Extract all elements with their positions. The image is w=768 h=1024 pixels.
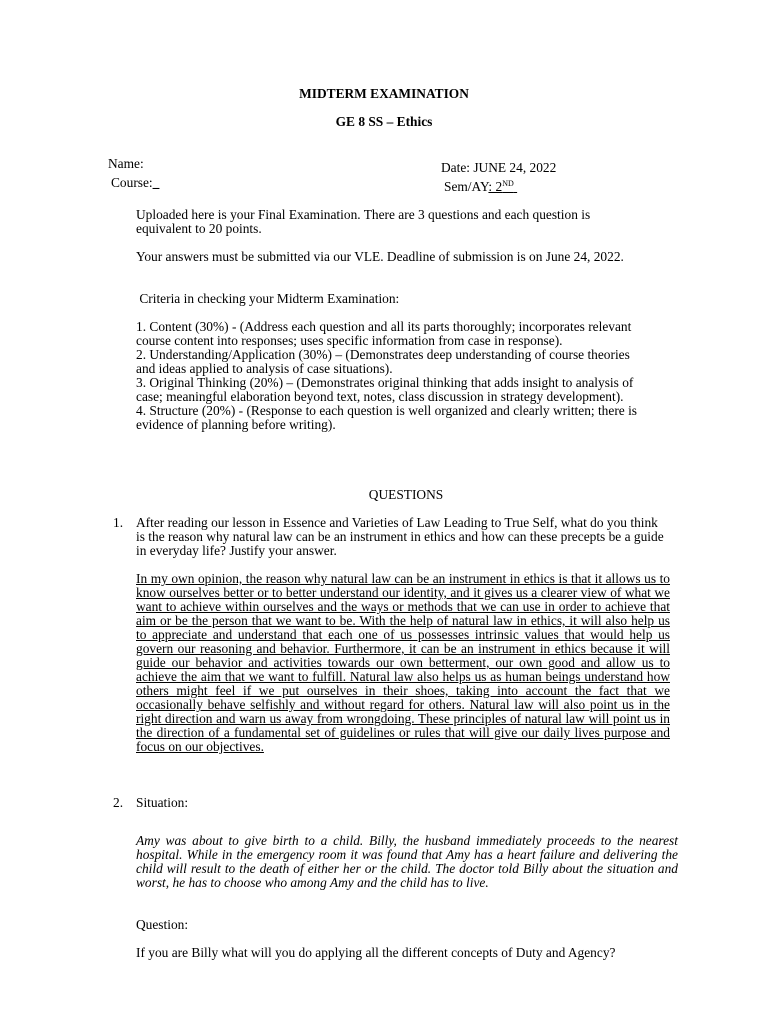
criteria-item-content: 1. Content (30%) - (Address each question and all its parts thoroughly; incorporates relevant course content into responses; uses specific information from case in response). xyxy=(136,319,632,348)
criteria-item-structure: 4. Structure (20%) - (Response to each question is well organized and clearly written; there is evidence of planning before writing). xyxy=(136,403,638,432)
course-label: Course: xyxy=(111,175,153,190)
criteria-item-original-thinking: 3. Original Thinking (20%) – (Demonstrates original thinking that adds insight to analysis of case; meaningful elaboration beyond text, notes, class discussion in strategy development). xyxy=(136,375,634,404)
intro-paragraph-1: Uploaded here is your Final Examination. There are 3 questions and each question is equivalent to 20 points. xyxy=(136,207,591,236)
sem-value: : 2ND xyxy=(488,179,514,194)
question-1-number: 1. xyxy=(113,515,124,530)
course-field xyxy=(111,176,159,190)
situation-label: Situation: xyxy=(136,795,189,810)
criteria-heading: Criteria in checking your Midterm Examination: xyxy=(136,291,400,306)
sem-field xyxy=(444,180,517,194)
name-label: Name: xyxy=(108,156,144,171)
question-1-prompt: After reading our lesson in Essence and Varieties of Law Leading to True Self, what do you think is the reason why natural law can be an instrument in ethics and how can these precepts be a guide in everyday life? Justify your answer. xyxy=(136,515,664,558)
exam-title: MIDTERM EXAMINATION xyxy=(299,86,469,101)
date-label: Date: JUNE 24, 2022 xyxy=(441,160,557,175)
criteria-list xyxy=(136,320,642,432)
question-1-answer: In my own opinion, the reason why natural law can be an instrument in ethics is that it allows us to know ourselves better or to better understand our identity, and it gives us a clearer view of what we want to achieve within ourselves and the ways or methods that we can use in order to achieve that aim or be the person that we want to be. With the help of natural law in ethics, it will also help us to appreciate and understand that each one of us possesses intrinsic values that would help us govern our reasoning and behavior. Furthermore, it can be an instrument in ethics because it will guide our behavior and activities towards our own betterment, our own good and allow us to achieve the aim that we want to fulfill. Natural law also helps us as human beings understand how others might feel if we put ourselves in their shoes, taking into account the fact that we occasionally behave selfishly and without regard for others. Natural law will also point us in the right direction and warn us away from wrongdoing. These principles of natural law will point us in the direction of a fundamental set of guidelines or rules that will give our daily lives purpose and focus on our objectives. xyxy=(136,571,670,754)
question-2-number: 2. xyxy=(113,795,124,810)
course-subtitle: GE 8 SS – Ethics xyxy=(335,114,433,129)
question-2-text: If you are Billy what will you do applying all the different concepts of Duty and Agency? xyxy=(136,945,616,960)
questions-heading: QUESTIONS xyxy=(368,487,444,502)
sem-label: Sem/AY xyxy=(444,179,489,194)
question-2-label: Question: xyxy=(136,917,189,932)
situation-text: Amy was about to give birth to a child. Billy, the husband immediately proceeds to the nearest hospital. While in the emergency room it was found that Amy has a heart failure and delivering the child will result to the death of either her or the child. The doctor told Billy about the situation and worst, he has to choose who among Amy and the child has to live. xyxy=(136,833,678,890)
criteria-item-understanding: 2. Understanding/Application (30%) – (Demonstrates deep understanding of course theories and ideas applied to analysis of case situations). xyxy=(136,347,630,376)
course-value: _ xyxy=(152,175,160,190)
intro-paragraph-2: Your answers must be submitted via our VLE. Deadline of submission is on June 24, 2022. xyxy=(136,249,624,264)
